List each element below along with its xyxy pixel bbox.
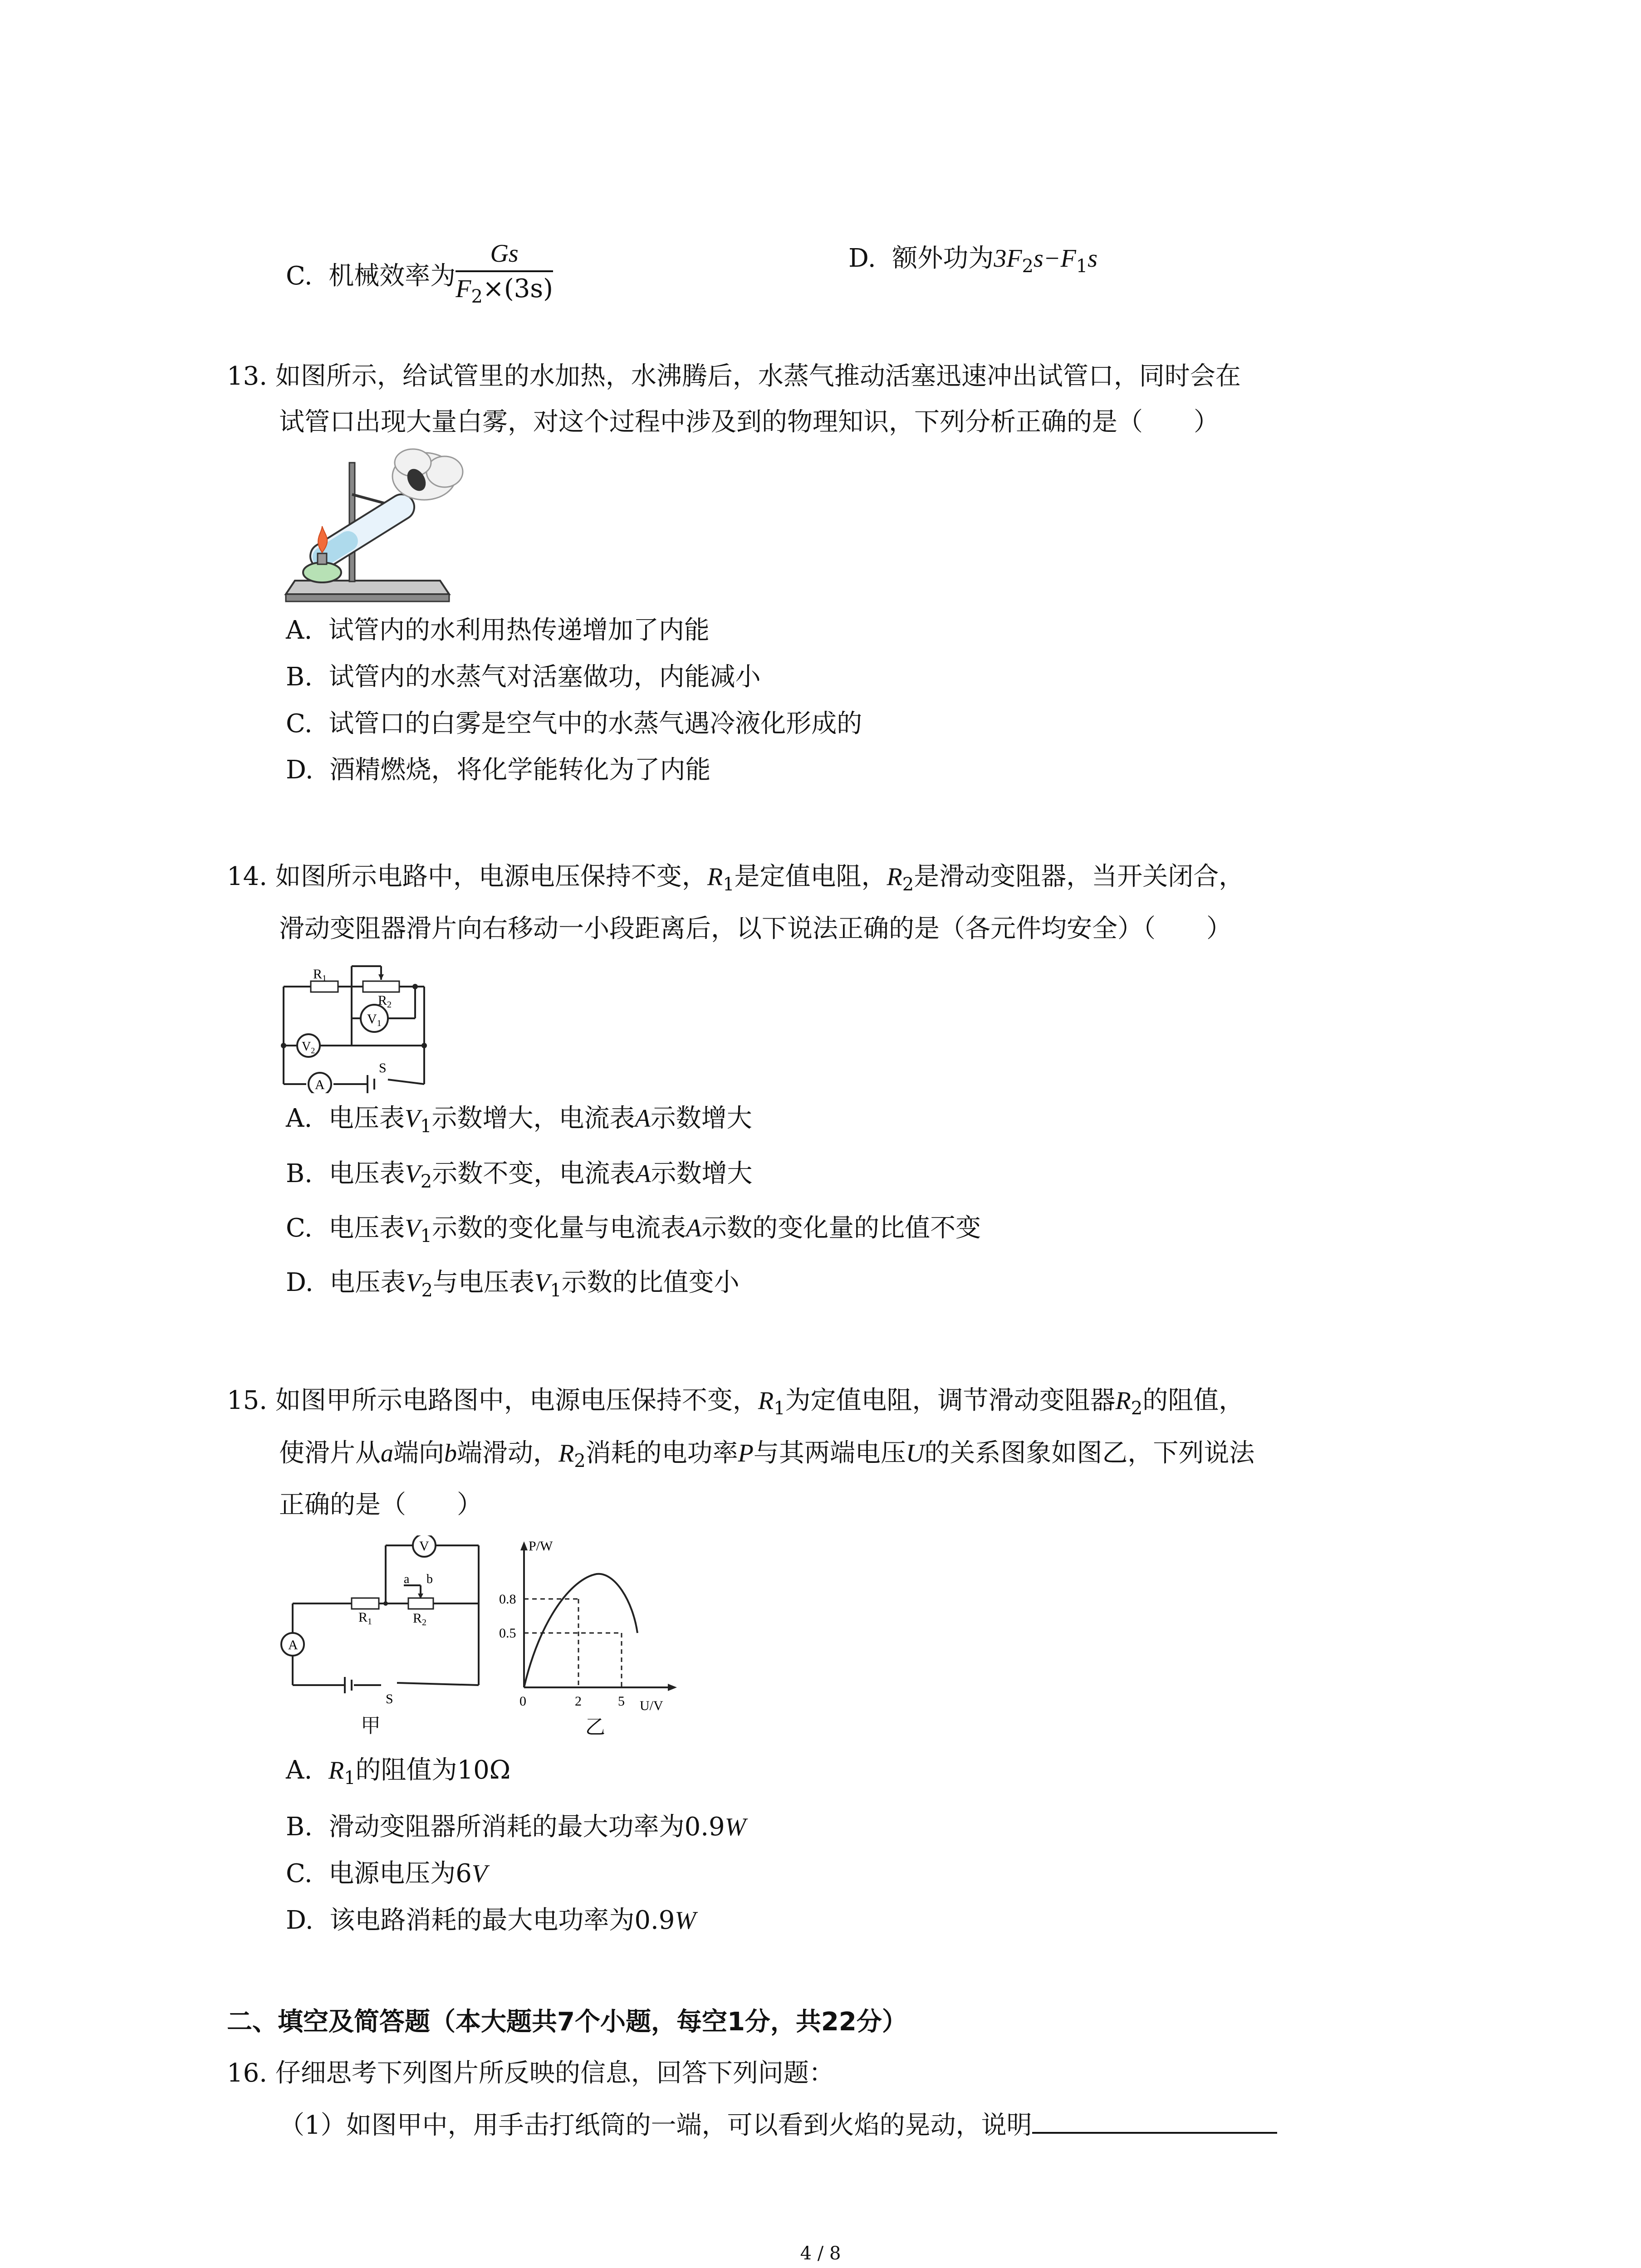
q15-stem-line1: 15. 如图甲所示电路图中，电源电压保持不变，$R_1$为定值电阻，调节滑动变阻器$R_2$的阻值， — [227, 1386, 1244, 1419]
q15-fig-switch: S — [386, 1691, 393, 1706]
q15-graph-ylabel: P/W — [529, 1539, 553, 1554]
q13-option-a: A. 试管内的水利用热传递增加了内能 — [286, 616, 710, 645]
q14-stem-line1: 14. 如图所示电路中，电源电压保持不变，$R_1$是定值电阻，$R_2$是滑动变阻器，当开关闭合， — [227, 862, 1244, 895]
q13-option-d: D. 酒精燃烧，将化学能转化为了内能 — [286, 755, 711, 785]
q15-option-d: D. 该电路消耗的最大电功率为0.9W — [286, 1906, 696, 1935]
q14-fig-r2: $R_2$ — [378, 993, 392, 1010]
q15-option-b: B. 滑动变阻器所消耗的最大功率为0.9W — [286, 1812, 746, 1842]
q12-option-d: D. 额外功为$3F_2s-F_1s$ — [848, 244, 1098, 277]
q13-stem-line1: 13. 如图所示，给试管里的水加热，水沸腾后，水蒸气推动活塞迅速冲出试管口，同时会在 — [227, 362, 1241, 391]
q15-fig-caption-yi: 乙 — [585, 1716, 605, 1739]
q14-stem-line2: 滑动变阻器滑片向右移动一小段距离后，以下说法正确的是（各元件均安全）（ ） — [279, 914, 1232, 943]
q12-option-c: C. 机械效率为 $\frac{Gs}{F_2\times(3s)}$ — [286, 241, 553, 314]
q15-graph-x-tick-5: 5 — [618, 1694, 625, 1709]
q16-sub1: （1）如图甲中，用手击打纸筒的一端，可以看到火焰的晃动，说明 — [279, 2105, 1277, 2143]
q14-option-a: A. 电压表$V_1$示数增大，电流表A示数增大 — [286, 1104, 752, 1137]
q15-graph-x-tick-2: 2 — [575, 1694, 582, 1709]
q15-stem-line3: 正确的是（ ） — [279, 1490, 482, 1520]
q15-fig-a-end: a — [404, 1572, 410, 1586]
section-2-title: 二、填空及简答题（本大题共7个小题，每空1分，共22分） — [227, 2007, 907, 2037]
q14-option-c: C. 电压表$V_1$示数的变化量与电流表A示数的变化量的比值不变 — [286, 1213, 981, 1246]
q15-circuit-figure-jia — [272, 1535, 490, 1744]
q15-option-c: C. 电源电压为6V — [286, 1859, 488, 1888]
q14-fig-ammeter: A — [315, 1077, 325, 1092]
q14-circuit-figure — [279, 962, 433, 1093]
q15-fig-ammeter: A — [288, 1637, 298, 1652]
q14-fig-switch: S — [379, 1061, 387, 1075]
q15-fig-voltmeter: V — [419, 1539, 429, 1554]
q15-fig-r1: $R_1$ — [358, 1610, 372, 1627]
q13-option-c: C. 试管口的白雾是空气中的水蒸气遇冷液化形成的 — [286, 709, 862, 738]
q14-fig-r1: $R_1$ — [313, 967, 327, 983]
q15-stem-line2: 使滑片从a端向b端滑动，$R_2$消耗的电功率P与其两端电压U的关系图象如图乙，下列说法 — [279, 1438, 1255, 1471]
q15-fig-b-end: b — [426, 1572, 433, 1586]
q12-fraction: $\frac{Gs}{F_2\times(3s)}$ — [456, 240, 553, 307]
q13-stem-line2: 试管口出现大量白雾，对这个过程中涉及到的物理知识，下列分析正确的是（ ） — [279, 407, 1219, 437]
q15-graph-y-tick-08: 0.8 — [499, 1592, 516, 1607]
q15-fig-caption-jia: 甲 — [361, 1714, 381, 1737]
q15-graph-xlabel: U/V — [640, 1698, 663, 1713]
q16-stem: 16. 仔细思考下列图片所反映的信息，回答下列问题： — [227, 2058, 834, 2088]
q13-option-b: B. 试管内的水蒸气对活塞做功，内能减小 — [286, 662, 761, 692]
q14-option-b: B. 电压表$V_2$示数不变，电流表A示数增大 — [286, 1159, 753, 1192]
q16-answer-blank[interactable] — [1032, 2105, 1277, 2134]
q13-test-tube-figure — [277, 445, 467, 608]
page-number: 4 / 8 — [800, 2243, 841, 2264]
q15-graph-y-tick-05: 0.5 — [499, 1626, 516, 1641]
q15-option-a: A. $R_1$的阻值为10Ω — [286, 1755, 511, 1789]
q14-fig-v1: $V_1$ — [367, 1012, 382, 1028]
q15-graph-x-tick-0: 0 — [519, 1694, 526, 1709]
q15-graph-figure-yi — [495, 1538, 685, 1719]
q14-fig-v2: $V_2$ — [302, 1040, 315, 1055]
q14-option-d: D. 电压表$V_2$与电压表$V_1$示数的比值变小 — [286, 1268, 740, 1301]
q15-fig-r2: $R_2$ — [413, 1611, 427, 1628]
